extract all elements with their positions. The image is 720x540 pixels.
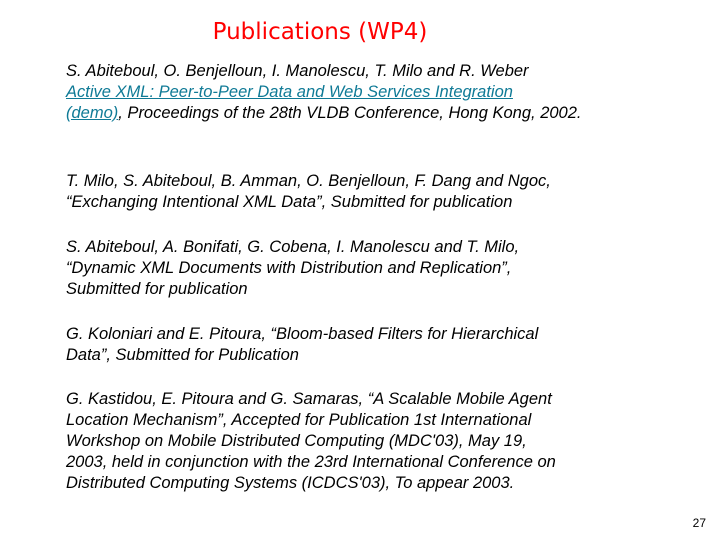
- publication-line: G. Koloniari and E. Pitoura, “Bloom-based Filters for Hierarchical: [66, 325, 539, 343]
- publication-entry-2: [66, 171, 656, 213]
- publication-line: S. Abiteboul, A. Bonifati, G. Cobena, I. Manolescu and T. Milo,: [66, 238, 520, 256]
- publication-line: G. Kastidou, E. Pitoura and G. Samaras, “A Scalable Mobile Agent: [66, 390, 552, 408]
- page-number: 27: [692, 516, 706, 530]
- publication-authors: S. Abiteboul, O. Benjelloun, I. Manolescu, T. Milo and R. Weber: [66, 62, 529, 80]
- publication-line: “Exchanging Intentional XML Data”, Submitted for publication: [66, 193, 513, 211]
- slide-title: Publications (WP4): [212, 19, 428, 45]
- publication-entry-1: [66, 61, 656, 124]
- publication-line: Distributed Computing Systems (ICDCS'03), To appear 2003.: [66, 474, 515, 492]
- publication-entry-4: [66, 324, 656, 366]
- publication-line: Data”, Submitted for Publication: [66, 346, 299, 364]
- publication-line: Workshop on Mobile Distributed Computing (MDC'03), May 19,: [66, 432, 527, 450]
- publication-entry-3: [66, 237, 656, 300]
- publication-line: T. Milo, S. Abiteboul, B. Amman, O. Benjelloun, F. Dang and Ngoc,: [66, 172, 551, 190]
- publication-line: 2003, held in conjunction with the 23rd International Conference on: [66, 453, 556, 471]
- publication-entry-5: [66, 389, 656, 494]
- publication-line: “Dynamic XML Documents with Distribution and Replication”,: [66, 259, 512, 277]
- publication-venue: , Proceedings of the 28th VLDB Conference, Hong Kong, 2002.: [118, 104, 582, 122]
- publication-link-line-2[interactable]: (demo): [66, 104, 119, 122]
- publication-line: Location Mechanism”, Accepted for Publication 1st International: [66, 411, 532, 429]
- publication-link-line-1[interactable]: Active XML: Peer-to-Peer Data and Web Services Integration: [66, 83, 513, 101]
- publication-line: Submitted for publication: [66, 280, 248, 298]
